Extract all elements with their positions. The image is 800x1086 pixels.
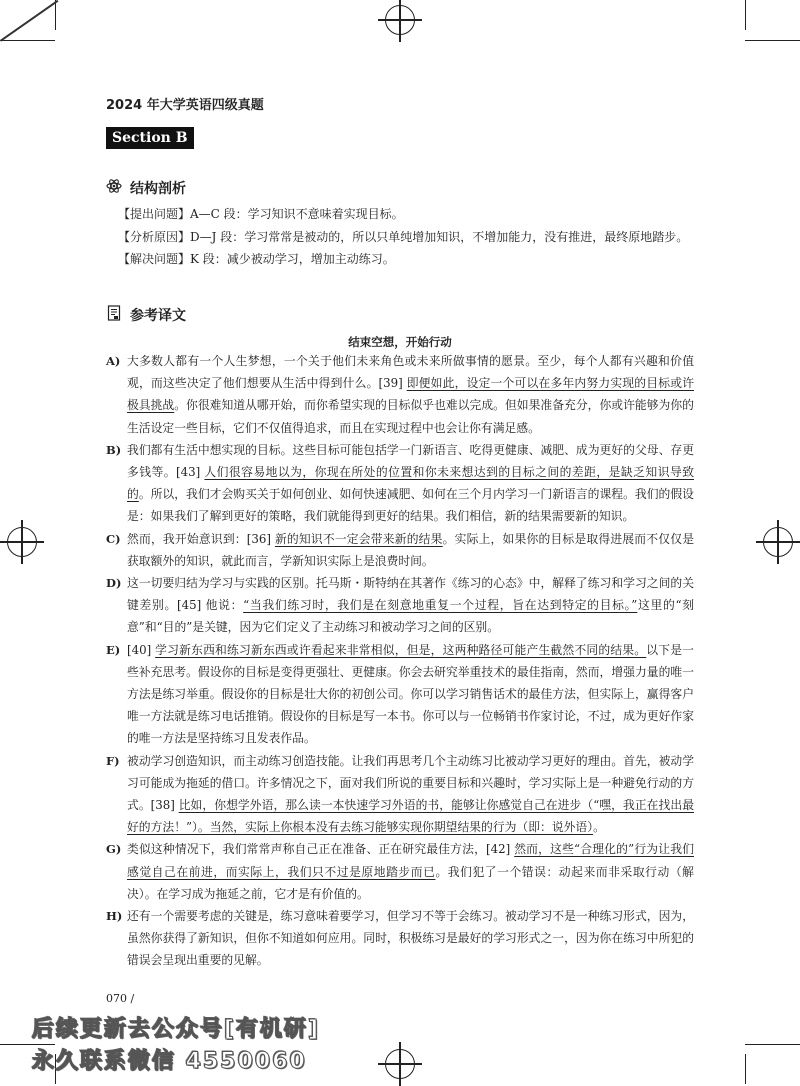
paragraph-text: 类似这种情况下，我们常常声称自己正在准备、正在研究最佳方法，[42]	[127, 842, 515, 857]
paragraph-label: D)	[106, 576, 122, 591]
paragraph-text: 。你很难知道从哪开始，而你希望实现的目标似乎也难以完成。但如果准备充分，你或许能够为你的生活设定一些目标，它们不仅值得追求，而且在实现过程中也会让你有满足感。	[127, 398, 694, 435]
crop-mark	[745, 1044, 800, 1045]
translation-heading-text: 参考译文	[130, 308, 186, 324]
corner-stroke	[0, 0, 58, 41]
section-label: Section B	[106, 127, 194, 149]
translation-heading	[106, 305, 186, 325]
structure-heading-text: 结构剖析	[130, 181, 186, 197]
crop-mark	[745, 1054, 746, 1084]
underlined-answer-text: 学习新东西和练习新东西或许看起来非常相似，但是，这两种路径可能产生截然不同的结果。	[155, 642, 647, 657]
paragraph	[106, 750, 694, 839]
paragraph	[106, 838, 694, 905]
underlined-answer-text: 然而，这些“合理化的”行为让我们感觉自己在前进，而实际上，我们只不过是原地踏步而已	[127, 842, 694, 879]
paragraph-label: H)	[106, 909, 123, 924]
atom-icon	[106, 178, 122, 198]
page-number: 070 /	[106, 992, 135, 1005]
paragraph-label: B)	[106, 442, 122, 457]
paragraph-label: A)	[106, 354, 121, 368]
underlined-answer-text: 即便如此，设定一个可以在多年内努力实现的目标或许极具挑战	[127, 376, 694, 413]
paragraph-text: 这一切要归结为学习与实践的区别。托马斯・斯特纳在其著作《练习的心态》中，解释了练习和学习之间的关键差别。[45] 他说：	[127, 576, 694, 613]
paragraph-text: 以下是一些补充思考。假设你的目标是变得更强壮、更健康。你会去研究举重技术的最佳指南，然而，增强力量的唯一方法是练习举重。假设你的目标是壮大你的初创公司。你可以学习销售话术的最佳方法，但实际上，赢得客户唯一方法就是练习电话推销。假设你的目标是写一本书。你可以与一位畅销书作家讨论，不过，成为更好作家的唯一方法是坚持练习且发表作品。	[127, 642, 694, 746]
registration-mark	[385, 5, 415, 35]
paragraph-text: 。所以，我们才会购买关于如何创业、如何快速减肥、如何在三个月内学习一门新语言的课程。我们的假设是：如果我们了解到更好的策略，我们就能得到更好的结果。我们相信，新的结果需要新的知识。	[127, 487, 694, 524]
structure-list	[106, 203, 692, 271]
structure-heading	[106, 178, 186, 198]
crop-mark	[0, 40, 55, 41]
structure-item: 【分析原因】D—J 段：学习常常是被动的，所以只单纯增加知识，不增加能力，没有推进，最终原地踏步。	[118, 229, 689, 244]
watermark-line: 后续更新去公众号[有机研]	[32, 1017, 321, 1042]
registration-mark	[7, 527, 37, 557]
paragraph	[106, 350, 694, 439]
underlined-answer-text: 新的知识不一定会带来新的结果	[274, 531, 443, 546]
crop-mark	[55, 0, 56, 30]
underlined-answer-text: “当我们练习时，我们是在刻意地重复一个过程，旨在达到特定的目标。”	[243, 598, 638, 613]
paragraph-text: 我们都有生活中想实现的目标。这些目标可能包括学一门新语言、吃得更健康、减肥、成为更好的父母、存更多钱等。[43]	[127, 442, 694, 480]
paragraph-text: 。实际上，如果你的目标是取得进展而不仅仅是获取额外的知识，就此而言，学新知识实际上是浪费时间。	[127, 531, 694, 568]
paragraph-text: 这里的“刻意”和“目的”是关键，因为它们定义了主动练习和被动学习之间的区别。	[127, 598, 695, 635]
paragraph-text: 然而，我开始意识到：[36]	[127, 531, 275, 546]
paragraph	[106, 572, 694, 639]
structure-item: 【解决问题】K 段：减少被动学习，增加主动练习。	[118, 252, 395, 266]
running-title: 2024 年大学英语四级真题	[106, 98, 264, 113]
structure-item: 【提出问题】A—C 段：学习知识不意味着实现目标。	[118, 207, 404, 221]
paragraph-label: F)	[106, 753, 120, 768]
crop-mark	[745, 0, 746, 30]
crop-mark	[745, 40, 800, 41]
paragraph-text: 被动学习创造知识，而主动练习创造技能。让我们再思考几个主动练习比被动学习更好的理由。首先，被动学习可能成为拖延的借口。许多情况之下，面对我们所说的重要目标和兴趣时，学习实际上是一种避免行动的方式。[38]	[127, 753, 694, 813]
registration-mark	[763, 527, 793, 557]
paragraph	[106, 639, 694, 750]
document-icon	[106, 305, 122, 325]
paragraph-label: E)	[106, 642, 121, 657]
paragraph-text: 大多数人都有一个人生梦想，一个关于他们未来角色或未来所做事情的愿景。至少，每个人都有兴趣和价值观，而这些决定了他们想要从生活中得到什么。[39]	[127, 354, 694, 391]
paragraph	[106, 439, 694, 528]
paragraph-label: C)	[106, 531, 121, 546]
paragraph-text: 。	[593, 820, 605, 835]
corner-stroke	[0, 0, 79, 11]
paragraph	[106, 905, 694, 972]
paragraph	[106, 528, 694, 572]
translation-paragraphs	[106, 350, 694, 972]
paragraph-text: 。我们犯了一个错误：动起来而非采取行动（解决）。在学习成为拖延之前，它才是有价值的。	[127, 864, 694, 901]
paragraph-text: [40]	[127, 642, 156, 657]
watermark-line: 永久联系微信 4550060	[32, 1049, 307, 1074]
paragraph-text: 还有一个需要考虑的关键是，练习意味着要学习，但学习不等于会练习。被动学习不是一种练习形式，因为，虽然你获得了新知识，但你不知道如何应用。同时，积极练习是最好的学习形式之一，因为你在练习中所犯的错误会呈现出重要的见解。	[127, 909, 694, 968]
underlined-answer-text: 比如，你想学外语，那么读一本快速学习外语的书，能够让你感觉自己在进步（“嘿，我正在找出最好的方法！”）。当然，实际上你根本没有去练习能够实现你期望结果的行为（即：说外语）	[127, 798, 694, 835]
underlined-answer-text: 人们很容易地以为，你现在所处的位置和你未来想达到的目标之间的差距，是缺乏知识导致的	[127, 465, 694, 502]
paragraph-label: G)	[106, 842, 122, 857]
passage-title: 结束空想，开始行动	[348, 335, 452, 349]
registration-mark	[385, 1049, 415, 1079]
